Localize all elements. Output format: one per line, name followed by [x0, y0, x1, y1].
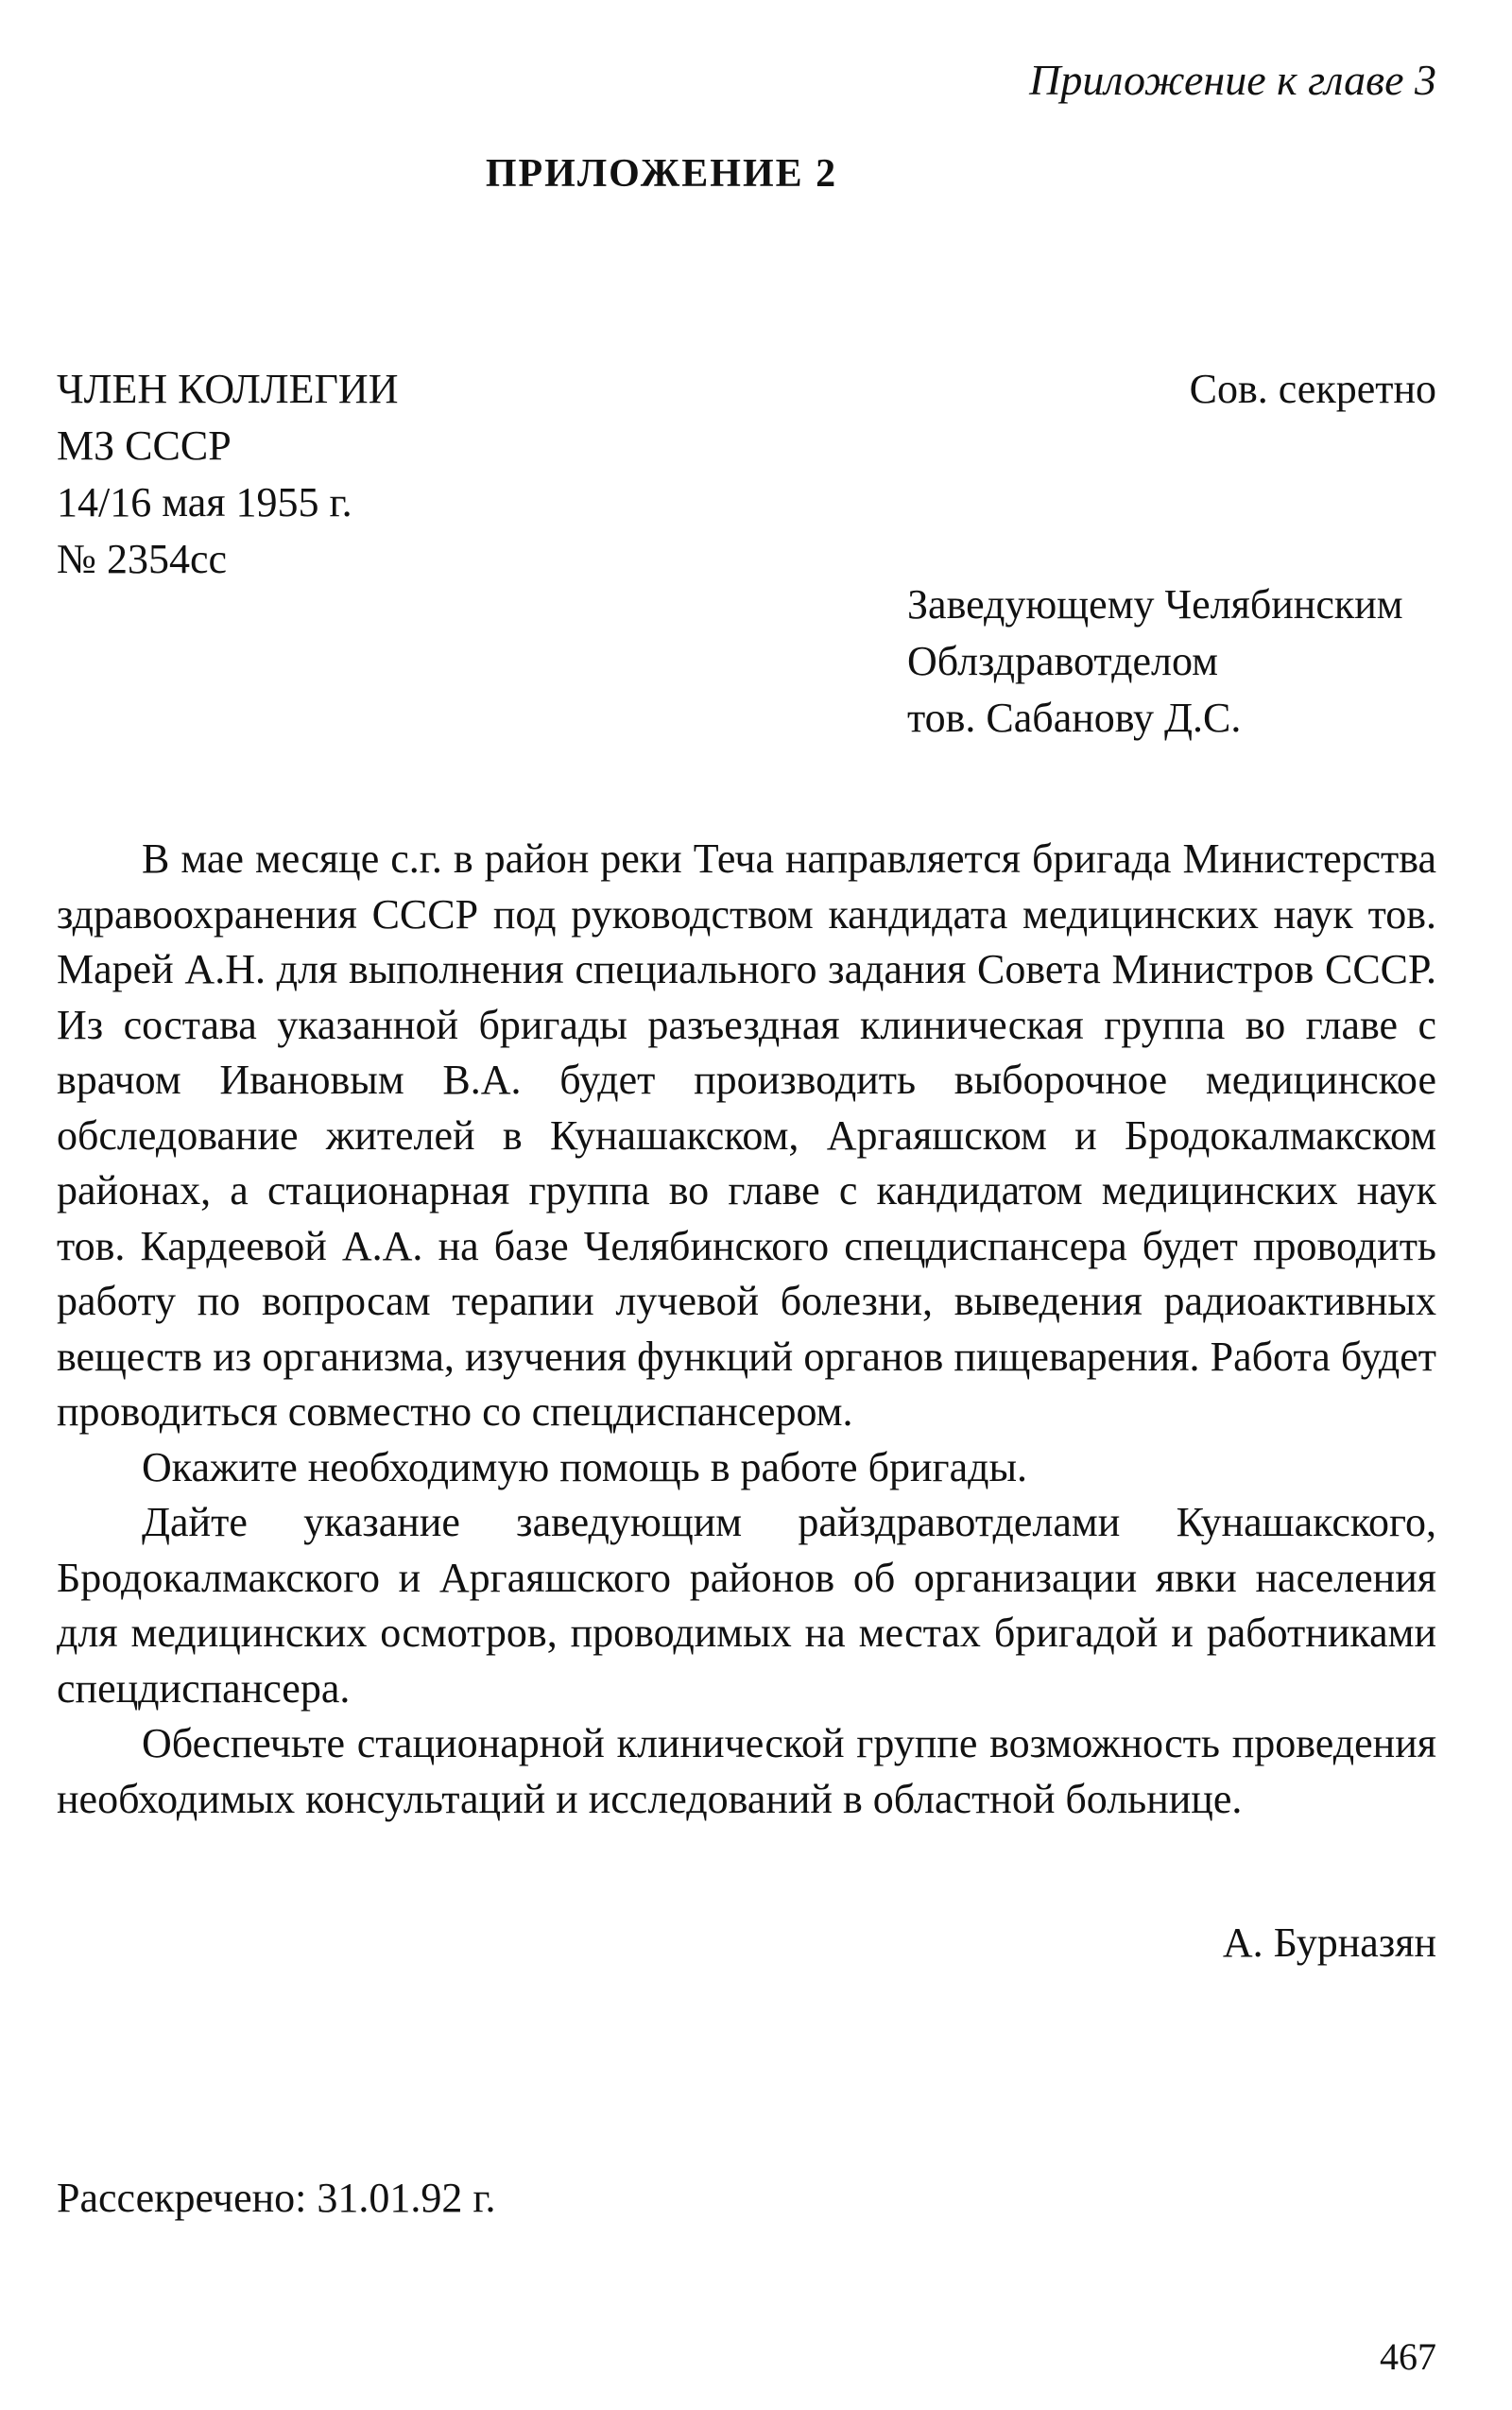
addressee-line: тов. Сабанову Д.С.: [907, 695, 1242, 741]
letter-body: [57, 832, 1436, 1827]
addressee-block: [907, 577, 1403, 747]
body-paragraph: Обеспечьте стационарной клинической группе возможность проведения необходимых консультаций и исследований в областной больнице.: [57, 1720, 1436, 1822]
appendix-title: ПРИЛОЖЕНИЕ 2: [485, 152, 838, 196]
classification-label: Сов. секретно: [1189, 366, 1436, 412]
sender-line: № 2354сс: [57, 536, 228, 582]
sender-line: 14/16 мая 1955 г.: [57, 479, 352, 525]
body-paragraph: Дайте указание заведующим райздравотделами Кунашакского, Бродокалмакского и Аргаяшского районов об организации явки населения для медицинских осмотров, проводимых на местах бригадой и работниками спецдиспансера.: [57, 1499, 1436, 1712]
running-header: Приложение к главе 3: [1029, 56, 1436, 104]
addressee-line: Заведующему Челябинским: [907, 581, 1403, 628]
declassified-note: Рассекречено: 31.01.92 г.: [57, 2175, 496, 2221]
sender-block: [57, 361, 398, 588]
addressee-line: Облздравотделом: [907, 638, 1218, 684]
sender-line: МЗ СССР: [57, 422, 232, 469]
body-paragraph: Окажите необходимую помощь в работе бригады.: [142, 1443, 1028, 1490]
signature: А. Бурназян: [1222, 1919, 1436, 1966]
page-number: 467: [1380, 2335, 1436, 2378]
sender-line: ЧЛЕН КОЛЛЕГИИ: [57, 366, 399, 412]
body-paragraph: В мае месяце с.г. в район реки Теча направляется бригада Министерства здравоохранения СССР под руководством кандидата медицинских наук тов. Марей А.Н. для выполнения специального задания Совета Министров СССР. Из состава указанной бригады разъездная клиническая группа во главе с врачом Ивановым В.А. будет производить выборочное медицинское обследование жителей в Кунашакском, Аргаяшском и Бродокалмакском районах, а стационарная группа во главе с кандидатом медицинских наук тов. Кардеевой А.А. на базе Челябинского спецдиспансера будет проводить работу по вопросам терапии лучевой болезни, выведения радиоактивных веществ из организма, изучения функций органов пищеварения. Работа будет проводиться совместно со спецдиспансером.: [57, 835, 1436, 1435]
